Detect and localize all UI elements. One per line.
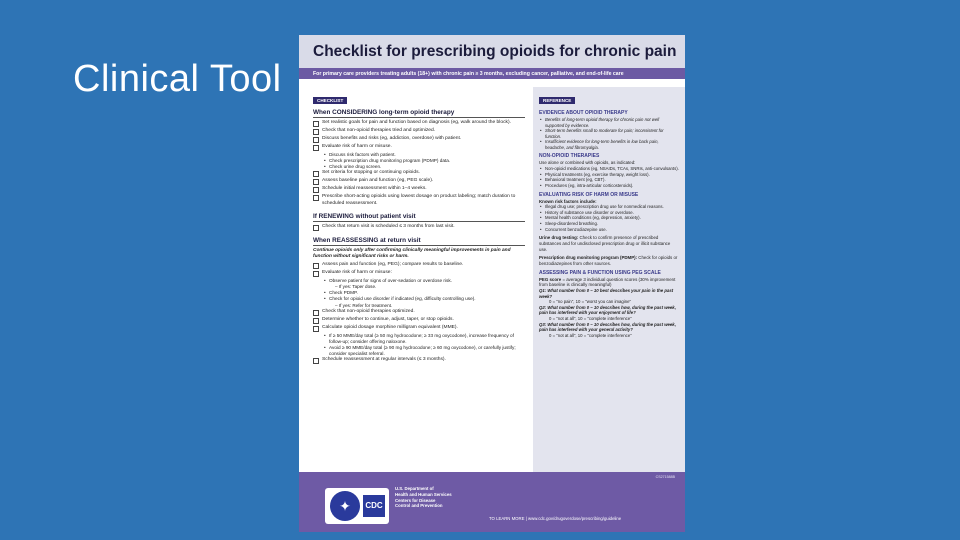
urine-testing: Urine drug testing: Check to confirm presence of prescribed substances and for undisclosed prescription drug or illicit substance use.: [539, 235, 671, 252]
checklist-item: Check that non-opioid therapies optimized.: [313, 309, 525, 316]
checklist-item: Calculate opioid dosage morphine milligram equivalent (MME).: [313, 325, 525, 332]
reference-bullet: • Mental health conditions (eg, depression, anxiety).: [539, 215, 679, 221]
checklist-item: Set criteria for stopping or continuing opioids.: [313, 170, 525, 177]
peg-heading: ASSESSING PAIN & FUNCTION USING PEG SCALE: [539, 269, 661, 276]
checkbox-icon: [313, 171, 319, 177]
renewing-heading: If RENEWING without patient visit: [313, 213, 525, 222]
reference-bullet: • Benefits of long-term opioid therapy for chronic pain not well supported by evidence.: [539, 117, 679, 128]
reference-bullet: • History of substance use disorder or overdose.: [539, 210, 679, 216]
peg-intro: PEG score = average 3 individual question scores (30% improvement from baseline is clinically meaningful): [539, 276, 676, 288]
checklist-document: [299, 35, 685, 532]
reference-bullet: • Illegal drug use; prescription drug use for nonmedical reasons.: [539, 204, 679, 210]
checklist-column: [299, 87, 533, 472]
checklist-item: Schedule reassessment at regular intervals (≤ 3 months).: [313, 357, 525, 364]
reassessing-heading: When REASSESSING at return visit: [313, 237, 525, 246]
risk-heading: EVALUATING RISK OF HARM OR MISUSE: [539, 191, 639, 198]
nonopioid-heading: NON-OPIOID THERAPIES: [539, 153, 600, 160]
checkbox-icon: [313, 195, 319, 201]
checklist-subitem: • If ≥ 50 MME/day total (≥ 50 mg hydrocodone; ≥ 33 mg oxycodone), increase frequency of follow-up; consider offering naloxone.: [313, 333, 525, 345]
checklist-item: Check that return visit is scheduled ≤ 3 months from last visit.: [313, 224, 525, 231]
reference-bullet: • Procedures (eg, intra-articular corticosteroids).: [539, 183, 679, 189]
checklist-item: Determine whether to continue, adjust, taper, or stop opioids.: [313, 317, 525, 324]
nonopioid-intro: Use alone or combined with opioids, as indicated:: [539, 160, 636, 166]
checklist-item: Schedule initial reassessment within 1–4 weeks.: [313, 186, 525, 193]
reference-tag: REFERENCE: [539, 97, 575, 104]
learn-more-link: TO LEARN MORE | www.cdc.gov/drugoverdose/prescribing/guideline: [489, 516, 622, 521]
checklist-item: Set realistic goals for pain and function based on diagnosis (eg, walk around the block).: [313, 120, 525, 127]
checklist-item: Discuss benefits and risks (eg, addiction, overdose) with patient.: [313, 136, 525, 143]
document-subtitle: For primary care providers treating adults (18+) with chronic pain ≥ 3 months, excluding cancer, palliative, and end-of-life care: [299, 68, 685, 79]
peg-question: Q2: What number from 0 – 10 describes how, during the past week, pain has interfered with your enjoyment of life?: [539, 304, 676, 316]
reference-column: [533, 87, 685, 472]
checkbox-icon: [313, 271, 319, 277]
risk-intro: Known risk factors include:: [539, 198, 597, 204]
reference-bullet: • Insufficient evidence for long-term benefits in low back pain, headache, and fibromyalgia.: [539, 139, 679, 150]
checkbox-icon: [313, 129, 319, 135]
checklist-item: Check that non-opioid therapies tried and optimized.: [313, 128, 525, 135]
checkbox-icon: [313, 310, 319, 316]
pdmp-note: Prescription drug monitoring program (PDMP): Check for opioids or benzodiazepines from other sources.: [539, 255, 678, 266]
slide-title: Clinical Tool: [73, 58, 282, 100]
reference-bullet: • Physical treatments (eg, exercise therapy, weight loss).: [539, 172, 679, 178]
reference-bullet: • Concurrent benzodiazepine use.: [539, 227, 679, 233]
reference-bullet: • Sleep-disordered breathing.: [539, 221, 679, 227]
checklist-item: Evaluate risk of harm or misuse.: [313, 144, 525, 151]
document-header: [299, 35, 685, 68]
reference-bullet: • Non-opioid medications (eg, NSAIDs, TCAs, SNRIs, anti-convulsants).: [539, 166, 679, 172]
checkbox-icon: [313, 121, 319, 127]
peg-question: Q1: What number from 0 – 10 best describes your pain in the past week?: [539, 288, 674, 299]
evidence-heading: EVIDENCE ABOUT OPIOID THERAPY: [539, 110, 628, 116]
agency-logo: [325, 488, 389, 524]
considering-heading: When CONSIDERING long-term opioid therapy: [313, 109, 525, 118]
checkbox-icon: [313, 318, 319, 324]
peg-answer: 0 = “no pain”, 10 = “worst you can imagine”: [549, 299, 631, 305]
checklist-subitem: • Check prescription drug monitoring program (PDMP) data.: [313, 158, 525, 164]
checklist-subitem: • Check PDMP.: [313, 290, 525, 296]
checkbox-icon: [313, 263, 319, 269]
peg-answer: 0 = “not at all”, 10 = “complete interference”: [549, 332, 632, 338]
checklist-subsubitem: – If yes: Refer for treatment.: [335, 302, 393, 308]
checklist-subitem: • Avoid ≥ 90 MME/day total (≥ 90 mg hydrocodone; ≥ 60 mg oxycodone), or carefully justify; consider specialist referral.: [313, 345, 525, 357]
reference-bullet: • Behavioral treatment (eg, CBT).: [539, 177, 679, 183]
checklist-subitem: • Check urine drug screen.: [313, 164, 525, 170]
hhs-eagle-icon: ✦: [330, 491, 360, 521]
checkbox-icon: [313, 145, 319, 151]
checkbox-icon: [313, 326, 319, 332]
checklist-subitem: • Observe patient for signs of over-sedation or overdose risk.: [313, 278, 525, 284]
checklist-tag: CHECKLIST: [313, 97, 347, 104]
checklist-item: Evaluate risk of harm or misuse:: [313, 270, 525, 277]
checkbox-icon: [313, 179, 319, 185]
checklist-subitem: • Discuss risk factors with patient.: [313, 152, 525, 158]
document-footer: [299, 472, 685, 532]
reassessing-intro: Continue opioids only after confirming clinically meaningful improvements in pain and function without significant risks or harm.: [313, 248, 511, 260]
peg-answer: 0 = “not at all”, 10 = “complete interference”: [549, 316, 632, 322]
reference-bullet: • Short-term benefits small to moderate for pain; inconsistent for function.: [539, 128, 679, 139]
document-title: Checklist for prescribing opioids for chronic pain: [313, 42, 677, 60]
checkbox-icon: [313, 187, 319, 193]
checklist-subsubitem: – If yes: Taper dose.: [335, 284, 377, 290]
cdc-logo-icon: CDC: [363, 495, 385, 517]
checklist-subitem: • Check for opioid use disorder if indicated (eg, difficulty controlling use).: [313, 296, 525, 302]
checkbox-icon: [313, 137, 319, 143]
agency-name: U.S. Department of Health and Human Services Centers for Disease Control and Prevention: [395, 486, 452, 509]
checklist-item: Prescribe short-acting opioids using lowest dosage on product labeling; match duration to scheduled reassessment.: [313, 194, 525, 207]
checkbox-icon: [313, 225, 319, 231]
checkbox-icon: [313, 358, 319, 364]
peg-question: Q3: What number from 0 – 10 describes how, during the past week, pain has interfered with your general activity?: [539, 321, 676, 333]
document-code: CS271588B: [655, 475, 675, 479]
checklist-item: Assess pain and function (eg, PEG); compare results to baseline.: [313, 262, 525, 269]
checklist-item: Assess baseline pain and function (eg, PEG scale).: [313, 178, 525, 185]
